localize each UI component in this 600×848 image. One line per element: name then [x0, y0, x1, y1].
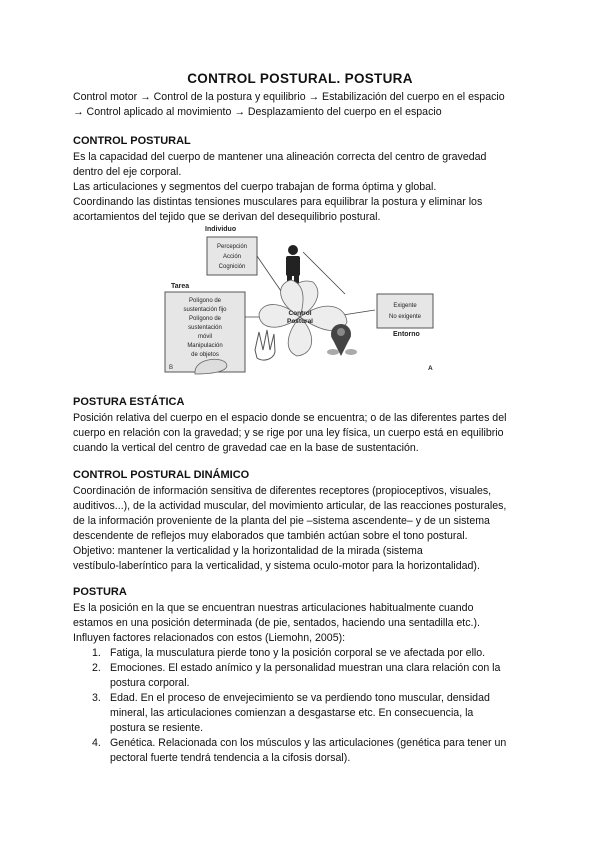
s4-line: estamos en una posición determinada (de pie, sentados, haciendo una sentadilla etc.). [73, 617, 480, 629]
s2-line: cuerpo en relación con la gravedad; y se rige por una ley física, un cuerpo está en equilibrio [73, 427, 504, 439]
entorno-item: No exigente [388, 314, 422, 320]
list-number: 2. [92, 662, 101, 674]
diagram-corner-label: A [428, 365, 433, 372]
list-item: postura corporal. [110, 677, 190, 689]
center-label: Control [288, 310, 312, 317]
entorno-box [377, 294, 433, 328]
tarea-label: Tarea [171, 283, 190, 290]
list-item: pectoral fuerte tendrá tendencia a la cifosis dorsal). [110, 752, 351, 764]
intro-line-1: Control motor → Control de la postura y equilibrio → Estabilización del cuerpo en el espacio [73, 91, 505, 103]
entorno-label: Entorno [393, 331, 420, 338]
s1-line: Las articulaciones y segmentos del cuerpo trabajan de forma óptima y global. [73, 181, 437, 193]
individuo-item: Acción [222, 254, 242, 260]
list-item: postura se resiente. [110, 722, 204, 734]
list-number: 3. [92, 692, 101, 704]
tarea-item: Polígono de [188, 316, 222, 322]
heading-control-postural-dinamico: CONTROL POSTURAL DINÁMICO [73, 469, 250, 481]
tarea-item: de objetos [191, 352, 219, 358]
tarea-item: Polígono de [188, 298, 222, 304]
individuo-label: Individuo [205, 226, 237, 233]
s1-line: Coordinando las distintas tensiones musculares para equilibrar la postura y eliminar los [73, 196, 483, 208]
s1-line: Es la capacidad del cuerpo de mantener una alineación correcta del centro de gravedad [73, 151, 487, 163]
tarea-item: sustentación fijo [183, 307, 227, 313]
list-item: Fatiga, la musculatura pierde tono y la posición corporal se ve afectada por ello. [110, 647, 486, 659]
individuo-item: Cognición [218, 264, 246, 270]
postural-control-diagram [155, 222, 455, 382]
tarea-item: sustentación [188, 325, 222, 331]
document-title: CONTROL POSTURAL. POSTURA [187, 71, 413, 86]
s1-line: acortamientos del tejido que se derivan del desequilibrio postural. [73, 211, 381, 223]
s3-line: Objetivo: mantener la verticalidad y la horizontalidad de la mirada (sistema [73, 545, 423, 557]
list-item: mineral, las articulaciones comienzan a desgastarse etc. En consecuencia, la [110, 707, 474, 719]
heading-postura-estatica: POSTURA ESTÁTICA [73, 396, 185, 408]
s3-line: auditivos...), de la actividad muscular, del movimiento articular, de las reacciones posturales, [73, 500, 507, 512]
entorno-item: Exigente [393, 303, 417, 309]
list-item: Edad. En el proceso de envejecimiento se va perdiendo tono muscular, densidad [110, 692, 490, 704]
hand-icon [255, 330, 275, 360]
center-label: Postural [286, 318, 314, 325]
individuo-item: Percepción [216, 244, 248, 250]
tarea-box [165, 292, 245, 372]
heading-postura: POSTURA [73, 586, 127, 598]
list-item: Emociones. El estado anímico y la personalidad muestran una clara relación con la [110, 662, 501, 674]
s2-line: cuando la vertical del centro de gravedad cae en la base de sustentación. [73, 442, 419, 454]
list-item: Genética. Relacionada con los músculos y las articulaciones (genética para tener un [110, 737, 507, 749]
tarea-item: móvil [197, 334, 213, 340]
diagram-corner-label: B [169, 365, 174, 371]
s3-line: vestíbulo-laberíntico para la verticalidad, y sistema oculo-motor para la horizontalidad). [73, 560, 480, 572]
s4-line: Influyen factores relacionados con estos (Liemohn, 2005): [73, 632, 346, 644]
s3-line: de la información proveniente de la planta del pie –sistema ascendente– y de un sistema [73, 515, 490, 527]
s4-line: Es la posición en la que se encuentran nuestras articulaciones habitualmente cuando [73, 602, 474, 614]
intro-line-2: → Control aplicado al movimiento → Desplazamiento del cuerpo en el espacio [73, 106, 442, 118]
list-number: 1. [92, 647, 101, 659]
s3-line: Coordinación de información sensitiva de diferentes receptores (propioceptivos, visuales, [73, 485, 492, 497]
s2-line: Posición relativa del cuerpo en el espacio donde se encuentra; o de las diferentes partes del [73, 412, 507, 424]
s1-line: dentro del eje corporal. [73, 166, 182, 178]
tarea-item: Manipulación [187, 343, 223, 349]
s3-line: descendente de reflejos muy elaborados que también actúan sobre el tono postural. [73, 530, 468, 542]
list-number: 4. [92, 737, 101, 749]
heading-control-postural: CONTROL POSTURAL [73, 135, 191, 147]
